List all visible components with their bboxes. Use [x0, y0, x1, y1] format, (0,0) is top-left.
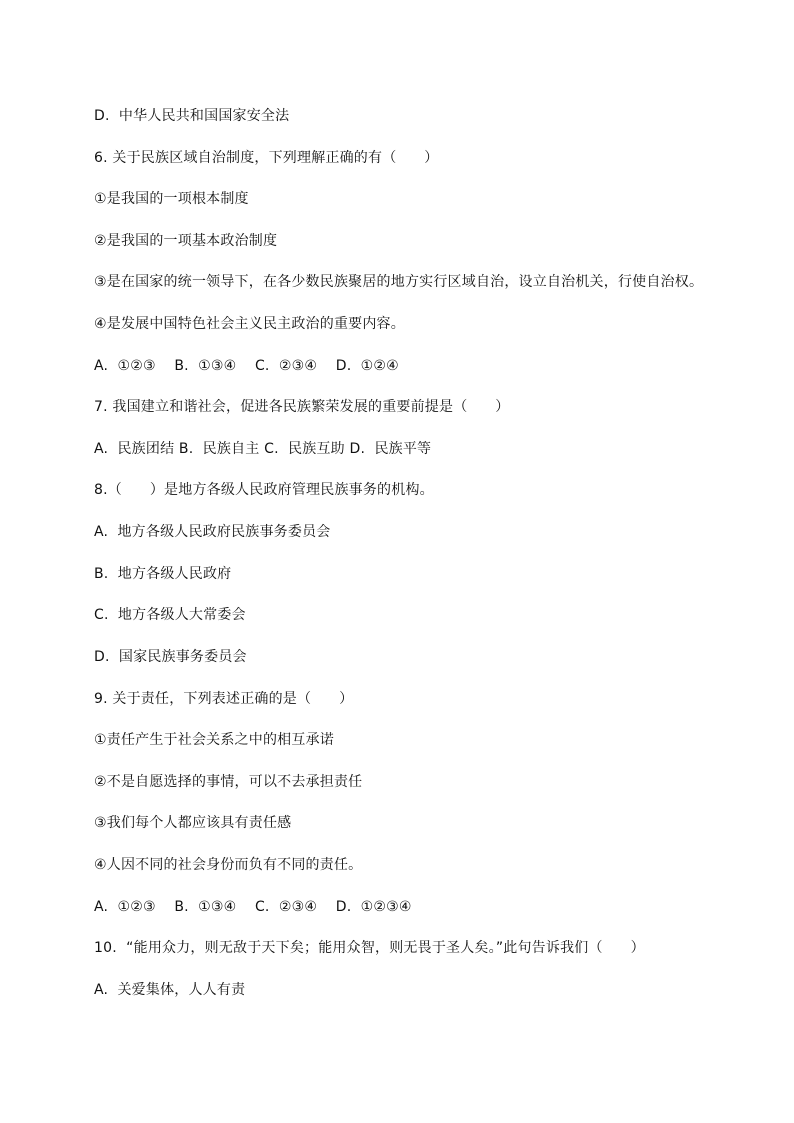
option-a-q10: A. 关爱集体，人人有责 — [94, 982, 246, 998]
statement-1-q9: ①责任产生于社会关系之中的相互承诺 — [94, 732, 334, 748]
statement-3-q9: ③我们每个人都应该具有责任感 — [94, 815, 292, 831]
statement-1-q6: ①是我国的一项根本制度 — [94, 191, 249, 207]
options-q6: A. ①②③ B. ①③④ C. ②③④ D. ①②④ — [94, 358, 399, 374]
option-a-q8: A. 地方各级人民政府民族事务委员会 — [94, 524, 331, 540]
question-10: 10. “能用众力，则无敌于天下矣；能用众智，则无畏于圣人矣。”此句告诉我们（ ） — [94, 940, 645, 956]
question-6: 6. 关于民族区域自治制度，下列理解正确的有（ ） — [94, 150, 439, 166]
statement-4-q9: ④人因不同的社会身份而负有不同的责任。 — [94, 857, 363, 873]
options-q7: A. 民族团结 B. 民族自主 C. 民族互助 D. 民族平等 — [94, 441, 432, 457]
question-8: 8.（ ）是地方各级人民政府管理民族事务的机构。 — [94, 482, 434, 498]
option-d-q5: D. 中华人民共和国国家安全法 — [94, 108, 290, 124]
statement-2-q9: ②不是自愿选择的事情，可以不去承担责任 — [94, 774, 363, 790]
statement-4-q6: ④是发展中国特色社会主义民主政治的重要内容。 — [94, 316, 405, 332]
statement-3-q6: ③是在国家的统一领导下，在各少数民族聚居的地方实行区域自治，设立自治机关，行使自治权。 — [94, 274, 704, 290]
question-7: 7. 我国建立和谐社会，促进各民族繁荣发展的重要前提是（ ） — [94, 399, 510, 415]
option-d-q8: D. 国家民族事务委员会 — [94, 649, 247, 665]
statement-2-q6: ②是我国的一项基本政治制度 — [94, 233, 278, 249]
option-c-q8: C. 地方各级人大常委会 — [94, 607, 246, 623]
options-q9: A. ①②③ B. ①③④ C. ②③④ D. ①②③④ — [94, 899, 412, 915]
option-b-q8: B. 地方各级人民政府 — [94, 566, 232, 582]
question-9: 9. 关于责任，下列表述正确的是（ ） — [94, 691, 354, 707]
